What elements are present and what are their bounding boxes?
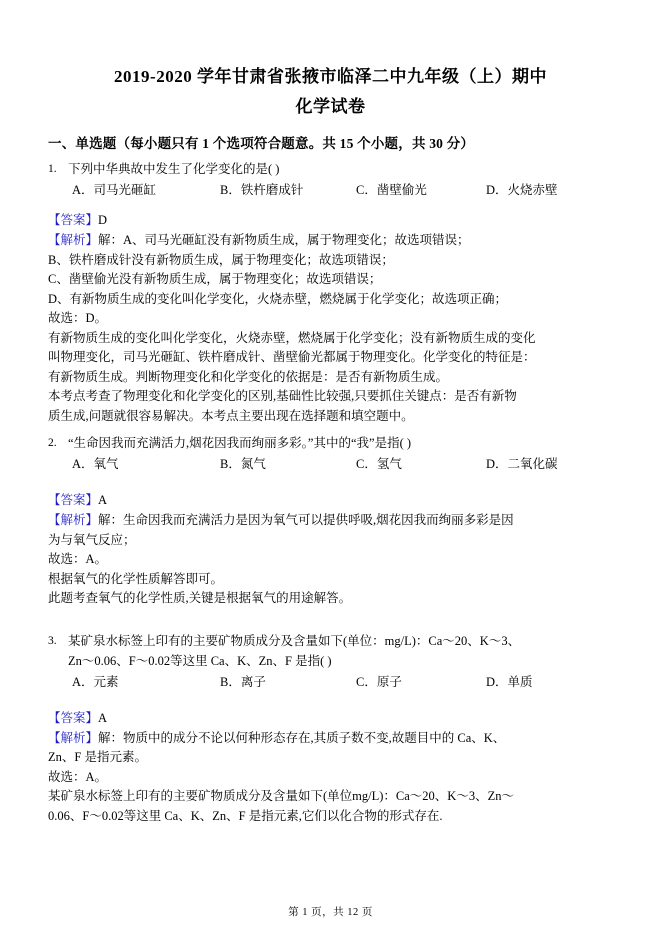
spacer [48, 611, 613, 624]
option-c[interactable]: C．原子 [356, 674, 402, 689]
answer-row [48, 490, 613, 510]
question-number: 2. [48, 437, 57, 449]
answer-tag: 【答案】 [48, 493, 99, 507]
analysis-line: 有新物质生成。判断物理变化和化学变化的依据是：是否有新物质生成。 [48, 369, 449, 384]
analysis-line: 故选：A。 [48, 552, 108, 566]
section-heading: 一、单选题（每小题只有 1 个选项符合题意。共 15 个小题，共 30 分） [48, 136, 475, 151]
analysis-line: 某矿泉水标签上印有的主要矿物质成分及含量如下(单位mg/L)：Ca～20、K～3、Zn～ [48, 789, 514, 803]
option-a[interactable]: A．元素 [72, 674, 119, 689]
question-3 [48, 631, 613, 827]
title-line-2: 化学试卷 [295, 97, 366, 116]
option-c[interactable]: C．氢气 [356, 457, 402, 471]
question-1 [48, 159, 613, 426]
question-2 [48, 433, 613, 609]
analysis-line: 此题考查氧气的化学性质,关键是根据氧气的用途解答。 [48, 591, 352, 605]
page-footer: 第 1 页，共 12 页 [288, 907, 373, 918]
question-number: 1. [48, 163, 57, 175]
option-d[interactable]: D．单质 [486, 674, 533, 689]
analysis-row [48, 511, 613, 531]
answer-value: A [98, 493, 108, 507]
question-stem-row [48, 159, 613, 179]
analysis-line: Zn、F 是指元素。 [48, 750, 147, 764]
analysis-line: B、铁杵磨成针没有新物质生成，属于物理变化；故选项错误； [48, 252, 394, 267]
analysis-line: 0.06、F～0.02等这里 Ca、K、Zn、F 是指元素,它们以化合物的形式存在. [48, 808, 443, 823]
answer-row [48, 708, 613, 728]
option-a[interactable]: A．氧气 [72, 457, 119, 471]
analysis-line: 叫物理变化，司马光砸缸、铁杵磨成针、凿壁偷光都属于物理变化。化学变化的特征是： [48, 350, 536, 364]
analysis-line: 故选：D。 [48, 311, 108, 325]
question-number: 3. [48, 634, 57, 647]
option-b[interactable]: B．离子 [220, 674, 266, 689]
answer-value: D [98, 213, 108, 227]
analysis-line: 故选：A。 [48, 769, 108, 784]
analysis-first-line: 解：A、司马光砸缸没有新物质生成，属于物理变化；故选项错误； [98, 233, 470, 247]
analysis-body [48, 251, 613, 427]
option-b[interactable]: B．氮气 [220, 457, 266, 471]
question-text: 下列中华典故中发生了化学变化的是( ) [68, 162, 280, 176]
option-b[interactable]: B．铁杵磨成针 [220, 183, 304, 197]
analysis-row [48, 231, 613, 251]
analysis-tag: 【解析】 [48, 730, 99, 745]
option-c[interactable]: C．凿壁偷光 [356, 183, 427, 197]
spacer [48, 693, 613, 699]
question-text: “生命因我而充满活力,烟花因我而绚丽多彩。”其中的“我”是指( ) [68, 436, 412, 450]
answer-row [48, 210, 613, 230]
question-text-line: 某矿泉水标签上印有的主要矿物质成分及含量如下(单位：mg/L)：Ca～20、K～3、 [68, 633, 521, 648]
analysis-line: 根据氧气的化学性质解答即可。 [48, 571, 224, 586]
page-title [48, 62, 613, 122]
analysis-line: 为与氧气反应； [48, 532, 136, 547]
analysis-body [48, 748, 613, 826]
question-stem-row [48, 631, 613, 671]
answer-tag: 【答案】 [48, 213, 99, 227]
analysis-tag: 【解析】 [48, 513, 99, 527]
answer-tag: 【答案】 [48, 710, 99, 725]
analysis-first-line: 解：生命因我而充满活力是因为氧气可以提供呼吸,烟花因我而绚丽多彩是因 [98, 513, 514, 527]
analysis-row [48, 729, 613, 749]
analysis-line: 本考点考查了物理变化和化学变化的区别,基础性比较强,只要抓住关键点：是否有新物 [48, 389, 517, 403]
analysis-line: C、凿壁偷光没有新物质生成，属于物理变化；故选项错误； [48, 272, 382, 286]
analysis-first-line: 解：物质中的成分不论以何种形态存在,其质子数不变,故题目中的 Ca、K、 [98, 730, 506, 745]
analysis-body [48, 531, 613, 609]
question-stem-row [48, 433, 613, 453]
title-line-1: 2019-2020 学年甘肃省张掖市临泽二中九年级（上）期中 [114, 67, 547, 86]
analysis-tag: 【解析】 [48, 233, 99, 247]
option-d[interactable]: D．火烧赤壁 [486, 183, 558, 197]
option-d[interactable]: D．二氧化碳 [486, 457, 558, 471]
option-list [48, 672, 613, 693]
analysis-line: D、有新物质生成的变化叫化学变化，火烧赤壁，燃烧属于化学变化；故选项正确； [48, 291, 508, 306]
question-text-line: Zn～0.06、F～0.02等这里 Ca、K、Zn、F 是指( ) [68, 653, 332, 668]
option-list [48, 454, 613, 475]
option-a[interactable]: A．司马光砸缸 [72, 183, 157, 197]
answer-value: A [98, 710, 108, 725]
spacer [48, 475, 613, 481]
analysis-line: 有新物质生成的变化叫化学变化，火烧赤壁，燃烧属于化学变化；没有新物质生成的变化 [48, 330, 536, 345]
analysis-line: 质生成,问题就很容易解决。本考点主要出现在选择题和填空题中。 [48, 408, 414, 423]
question-text [68, 631, 613, 671]
option-list [48, 180, 613, 201]
